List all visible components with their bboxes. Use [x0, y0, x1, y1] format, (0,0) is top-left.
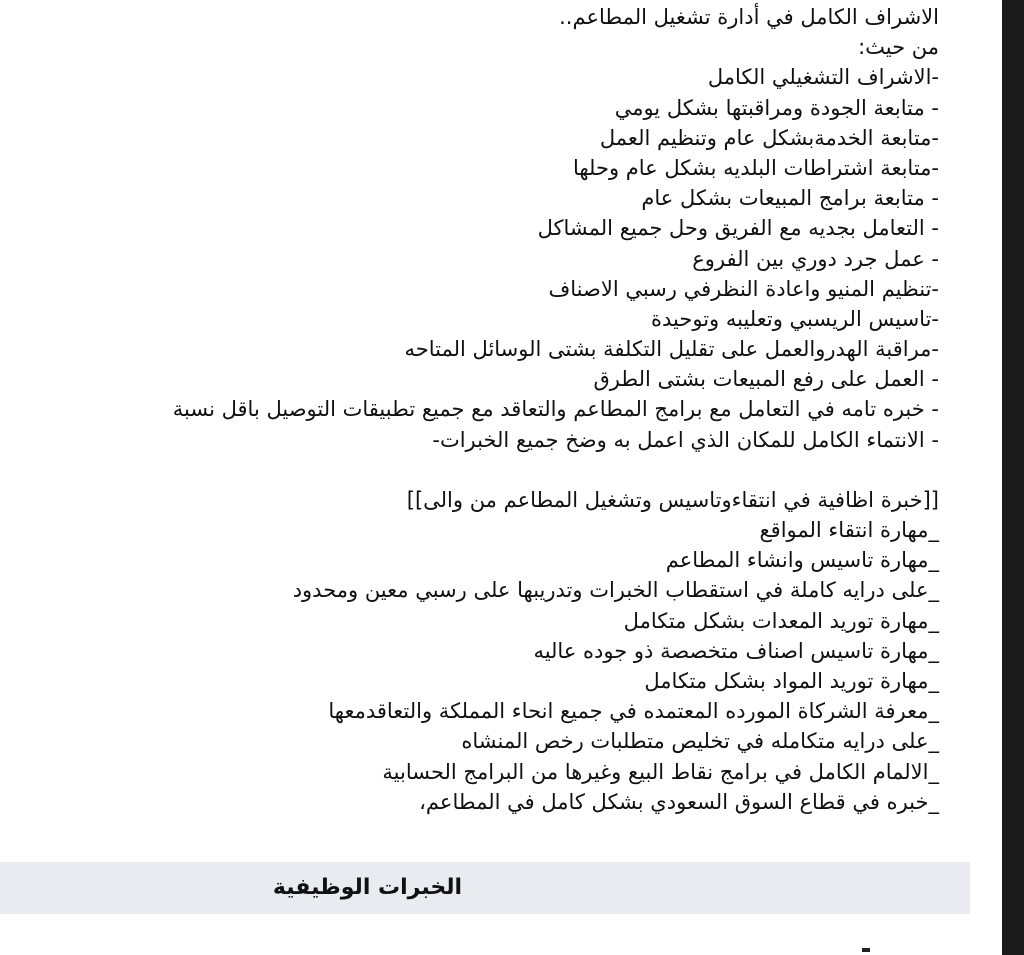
extra-heading: [[خبرة اظافية في انتقاءوتاسيس وتشغيل المطاعم من والى]] [406, 487, 939, 512]
skill-line: _معرفة الشركاة المورده المعتمده في جميع انحاء المملكة والتعاقدمعها [328, 699, 939, 724]
paragraph-spacer [0, 455, 939, 485]
text-line: من حيث: [858, 35, 939, 60]
skill-line: _الالمام الكامل في برامج نقاط البيع وغيرها من البرامج الحسابية [382, 759, 939, 784]
text-line: - عمل جرد دوري بين الفروع [692, 246, 939, 271]
text-line: - خبره تامه في التعامل مع برامج المطاعم والتعاقد مع جميع تطبيقات التوصيل باقل نسبة [172, 397, 939, 422]
text-line: -تنظيم المنيو واعادة النظرفي رسبي الاصناف [548, 276, 939, 301]
text-line: -متابعة اشتراطات البلديه بشكل عام وحلها [572, 155, 939, 180]
screen-edge [1002, 0, 1024, 955]
text-line: -متابعة الخدمةبشكل عام وتنظيم العمل [599, 125, 939, 150]
text-line: - الانتماء الكامل للمكان الذي اعمل به وضخ جميع الخبرات- [432, 427, 939, 452]
section-title: الخبرات الوظيفية [272, 875, 462, 900]
text-line: -الاشراف التشغيلي الكامل [707, 65, 939, 90]
text-line: - متابعة الجودة ومراقبتها بشكل يومي [614, 95, 939, 120]
text-line: -تاسيس الريسبي وتعليبه وتوحيدة [651, 306, 939, 331]
skill-line: _مهارة توريد المواد بشكل متكامل [644, 668, 939, 693]
section-header-bar [0, 862, 970, 914]
skill-line: _مهارة تاسيس وانشاء المطاعم [665, 548, 939, 573]
skill-line: _خبره في قطاع السوق السعودي بشكل كامل في المطاعم، [419, 789, 939, 814]
text-line: - العمل على رفع المبيعات بشتى الطرق [593, 367, 939, 392]
text-line: الاشراف الكامل في أدارة تشغيل المطاعم.. [559, 5, 939, 29]
skill-line: _مهارة تاسيس اصناف متخصصة ذو جوده عاليه [533, 638, 939, 663]
experience-text [0, 2, 939, 817]
skill-line: _مهارة انتقاء المواقع [759, 518, 939, 542]
skill-line: _على درايه متكامله في تخليص متطلبات رخص المنشاه [461, 729, 939, 754]
text-line: - متابعة برامج المبيعات بشكل عام [641, 186, 939, 211]
skill-line: _مهارة توريد المعدات بشكل متكامل [623, 608, 939, 633]
text-line: - التعامل بجديه مع الفريق وحل جميع المشاكل [537, 216, 939, 241]
text-line: -مراقبة الهدروالعمل على تقليل التكلفة بشتى الوسائل المتاحه [404, 337, 939, 362]
text-fragment [862, 948, 870, 952]
skill-line: _على درايه كاملة في استقطاب الخبرات وتدريبها على رسبي معين ومحدود [292, 578, 939, 603]
